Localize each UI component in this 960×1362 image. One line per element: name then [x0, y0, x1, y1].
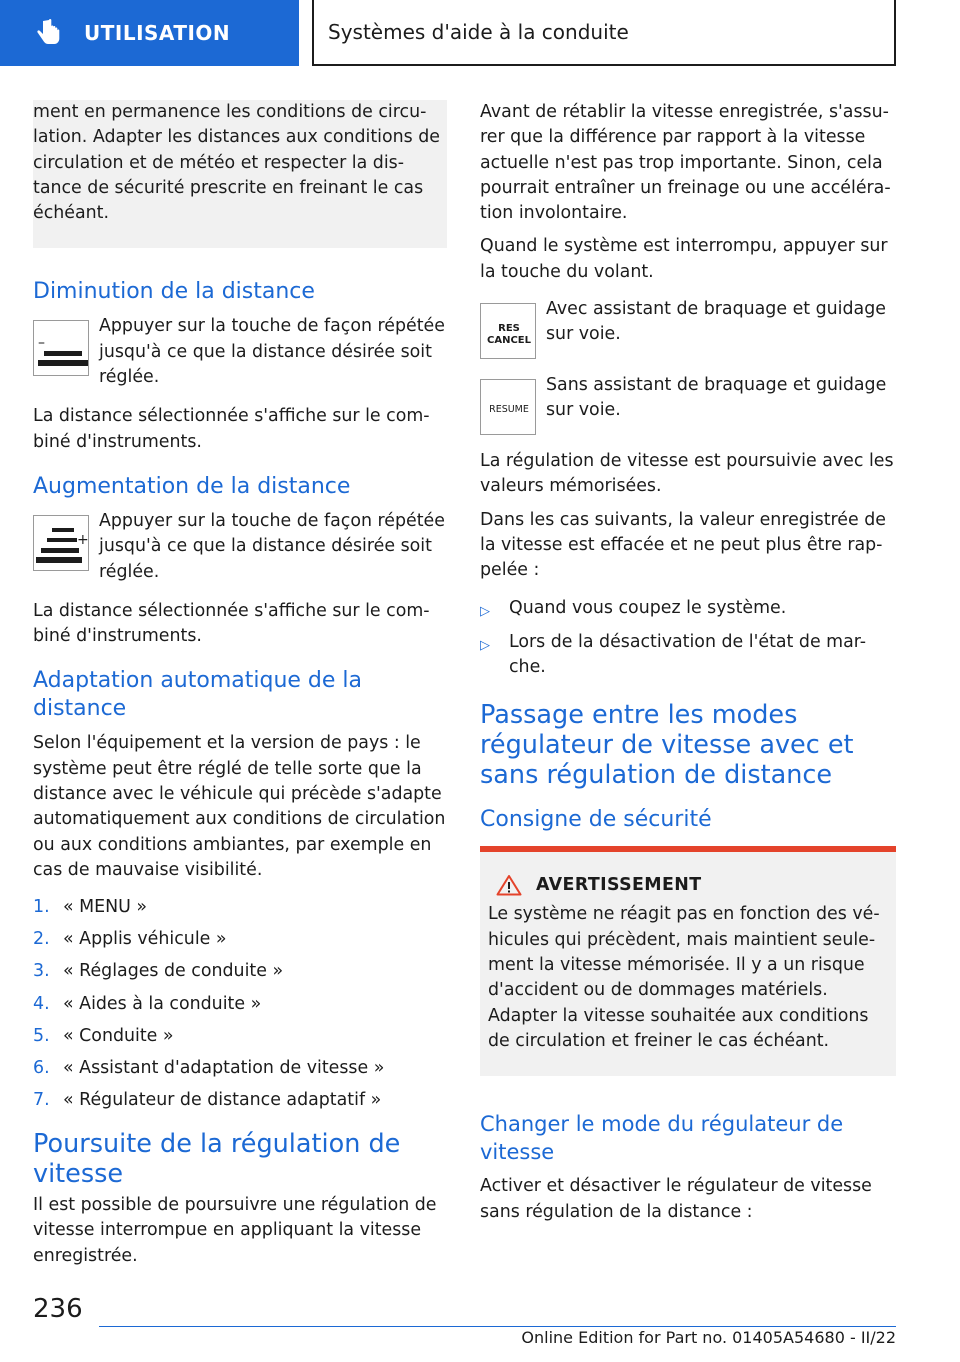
footer-divider — [99, 1326, 896, 1327]
resume-button-icon — [480, 379, 536, 435]
distance-decrease-button-icon — [33, 320, 89, 376]
list-item: 4. « Aides à la conduite » — [33, 993, 262, 1014]
heading-resume-cruise: Poursuite de la régulation de vitesse — [33, 1129, 401, 1190]
heading-safety: Consigne de sécurité — [480, 807, 712, 833]
heading-increase-distance: Augmentation de la distance — [33, 473, 351, 499]
distance-bars-plus-icon — [34, 516, 90, 572]
heading-change-mode: Changer le mode du régulateur de vitesse — [480, 1112, 844, 1165]
warning-header — [488, 874, 886, 896]
list-item: 5. « Conduite » — [33, 1025, 174, 1046]
res-cancel-instruction — [480, 297, 896, 359]
section-label: UTILISATION — [84, 21, 231, 45]
warning-text: Le système ne réagit pas en fonction des vé-hicules qui précèdent, mais maintient seule-ment la vitesse mémorisée. Il y a un risque d'accident ou de dommages matériels. Adapter la vitesse souhaitée aux conditions de circulation et freiner le cas échéant. — [488, 904, 880, 1051]
resume-button-text: Sans assistant de braquage et guidage sur voie. — [546, 375, 887, 421]
warning-triangle-icon — [496, 874, 522, 896]
triangle-bullet-icon: ▷ — [480, 637, 490, 653]
menu-steps-list — [33, 895, 447, 1113]
distance-bars-icon — [34, 321, 90, 377]
list-item: 3. « Réglages de conduite » — [33, 961, 284, 982]
list-item: 1. « MENU » — [33, 897, 148, 918]
increase-instruction — [33, 509, 447, 585]
resume-cruise-text: Il est possible de poursuivre une régulation de vitesse interrompue en appliquant la vitesse enregistrée. — [33, 1195, 437, 1266]
list-item: 2. « Applis véhicule » — [33, 929, 227, 950]
chapter-title: Systèmes d'aide à la conduite — [312, 0, 896, 66]
interrupted-text: Quand le système est interrompu, appuyer sur la touche du volant. — [480, 236, 888, 282]
svg-text:CANCEL: CANCEL — [487, 335, 531, 347]
list-item: 6. « Assistant d'adaptation de vitesse » — [33, 1057, 385, 1078]
page-number: 236 — [33, 1294, 83, 1324]
svg-text:RESUME: RESUME — [489, 404, 529, 416]
note-box — [33, 100, 447, 248]
section-tab — [0, 0, 299, 66]
cleared-cases-text: Dans les cas suivants, la valeur enregistrée de la vitesse est effacée et ne peut plus être rap-pelée : — [480, 509, 886, 581]
left-column — [33, 100, 447, 1277]
svg-text:RES: RES — [498, 323, 520, 335]
resumed-values-text: La régulation de vitesse est poursuivie avec les valeurs mémorisées. — [480, 451, 894, 497]
list-item: 7. « Régulateur de distance adaptatif » — [33, 1089, 382, 1110]
warning-box — [480, 846, 896, 1076]
warning-title: AVERTISSEMENT — [536, 875, 702, 896]
cleared-cases-list — [480, 596, 896, 681]
heading-decrease-distance: Diminution de la distance — [33, 279, 315, 305]
auto-distance-text: Selon l'équipement et la version de pays : le système peut être réglé de telle sorte que la distance avec le véhicule qui précède s'adapte automatiquement aux conditions de circulation ou aux conditions ambiantes, par exemple en cas de mauvaise visibilité. — [33, 733, 446, 880]
right-column — [480, 100, 896, 1233]
heading-mode-switch: Passage entre les modes régulateur de vitesse avec et sans régulation de distance — [480, 700, 854, 791]
res-cancel-button-icon — [480, 303, 536, 359]
decrease-instruction — [33, 314, 447, 390]
heading-auto-distance: Adaptation automatique de la distance — [33, 668, 363, 722]
svg-text:+: + — [77, 531, 89, 548]
hand-pointer-icon — [34, 18, 64, 48]
increase-result-text: La distance sélectionnée s'affiche sur le com-biné d'instruments. — [33, 600, 430, 647]
resume-caution-text: Avant de rétablir la vitesse enregistrée, s'assu-rer que la différence par rapport à la vitesse actuelle n'est pas trop importante. Sinon, cela pourrait entraîner un freinage ou une accéléra-tion involontaire. — [480, 102, 891, 224]
note-text: ment en permanence les conditions de circu-lation. Adapter les distances aux conditions de circulation et de météo et respecter la dis-tance de sécurité prescrite en freinant le cas échéant. — [33, 102, 441, 224]
distance-increase-button-icon — [33, 515, 89, 571]
list-item: ▷ Lors de la désactivation de l'état de mar-che. — [480, 630, 896, 681]
resume-instruction — [480, 373, 896, 435]
list-item: ▷ Quand vous coupez le système. — [480, 596, 896, 624]
edition-text: Online Edition for Part no. 01405A54680 - II/22 — [521, 1328, 896, 1347]
change-mode-text: Activer et désactiver le régulateur de vitesse sans régulation de la distance : — [480, 1176, 872, 1222]
decrease-instruction-text: Appuyer sur la touche de façon répétée jusqu'à ce que la distance désirée soit réglée. — [99, 316, 445, 388]
increase-instruction-text: Appuyer sur la touche de façon répétée jusqu'à ce que la distance désirée soit réglée. — [99, 510, 445, 582]
res-cancel-text: Avec assistant de braquage et guidage sur voie. — [546, 299, 886, 345]
decrease-result-text: La distance sélectionnée s'affiche sur le com-biné d'instruments. — [33, 406, 430, 452]
svg-text:–: – — [38, 335, 45, 352]
triangle-bullet-icon: ▷ — [480, 603, 490, 619]
